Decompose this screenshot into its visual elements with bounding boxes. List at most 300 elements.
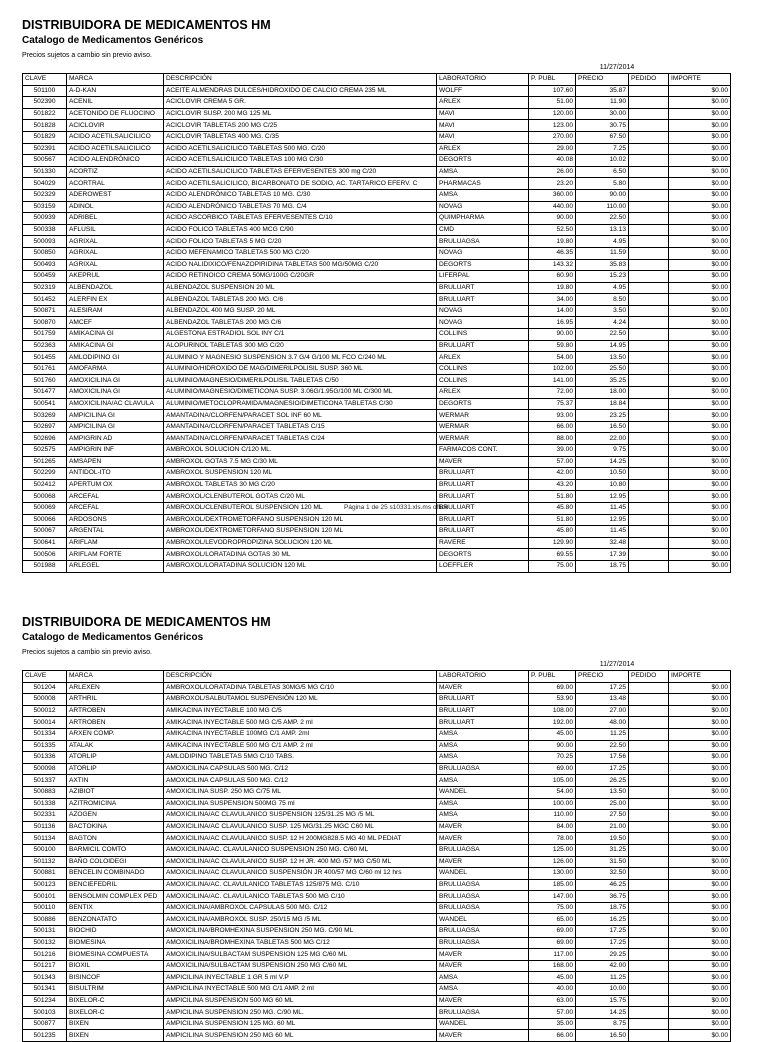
cell-marca: AMPIGRIN INF xyxy=(67,445,164,457)
cell-pedido[interactable] xyxy=(629,549,669,561)
cell-pedido[interactable] xyxy=(629,1030,669,1042)
cell-pedido[interactable] xyxy=(629,810,669,822)
table-row xyxy=(23,752,731,764)
cell-p-publ: 59.80 xyxy=(529,340,576,352)
cell-precio: 22.50 xyxy=(576,213,629,225)
cell-p-publ: 66.00 xyxy=(529,421,576,433)
cell-precio: 32.50 xyxy=(576,868,629,880)
cell-laboratorio: QUIMPHARMA xyxy=(437,213,529,225)
cell-laboratorio: NOVAG xyxy=(437,305,529,317)
cell-precio: 18.84 xyxy=(576,398,629,410)
cell-clave: 501343 xyxy=(23,972,67,984)
cell-pedido[interactable] xyxy=(629,375,669,387)
cell-importe: $0.00 xyxy=(669,433,731,445)
cell-pedido[interactable] xyxy=(629,937,669,949)
cell-pedido[interactable] xyxy=(629,526,669,538)
cell-marca: ARLEXEN xyxy=(67,682,164,694)
table-row xyxy=(23,891,731,903)
cell-p-publ: 69.00 xyxy=(529,763,576,775)
cell-p-publ: 45.00 xyxy=(529,728,576,740)
cell-pedido[interactable] xyxy=(629,271,669,283)
cell-clave: 501334 xyxy=(23,728,67,740)
column-header-p-publ: P. PUBL xyxy=(529,671,576,683)
cell-pedido[interactable] xyxy=(629,120,669,132)
cell-marca: BARMICIL COMTO xyxy=(67,844,164,856)
cell-pedido[interactable] xyxy=(629,868,669,880)
cell-laboratorio: WANDEL xyxy=(437,868,529,880)
cell-pedido[interactable] xyxy=(629,786,669,798)
cell-pedido[interactable] xyxy=(629,537,669,549)
cell-precio: 48.00 xyxy=(576,717,629,729)
cell-pedido[interactable] xyxy=(629,433,669,445)
cell-laboratorio: BRULUAGSA xyxy=(437,902,529,914)
cell-importe: $0.00 xyxy=(669,694,731,706)
cell-p-publ: 107.60 xyxy=(529,85,576,97)
cell-pedido[interactable] xyxy=(629,682,669,694)
cell-marca: ATORLIP xyxy=(67,752,164,764)
cell-laboratorio: CMD xyxy=(437,224,529,236)
cell-pedido[interactable] xyxy=(629,740,669,752)
cell-laboratorio: MAVER xyxy=(437,682,529,694)
cell-clave: 500131 xyxy=(23,926,67,938)
cell-importe: $0.00 xyxy=(669,143,731,155)
cell-laboratorio: MAVER xyxy=(437,833,529,845)
cell-precio: 22.00 xyxy=(576,433,629,445)
cell-importe: $0.00 xyxy=(669,821,731,833)
cell-pedido[interactable] xyxy=(629,891,669,903)
cell-precio: 4.95 xyxy=(576,282,629,294)
cell-laboratorio: BRULUART xyxy=(437,717,529,729)
cell-descripcion: AMPICILINA INYECTABLE 500 MG C/1 AMP. 2 ml xyxy=(164,984,437,996)
table-header-row xyxy=(23,671,731,683)
cell-marca: BIOXIL xyxy=(67,960,164,972)
cell-precio: 46.25 xyxy=(576,879,629,891)
cell-descripcion: ALBENDAZOL 400 MG SUSP. 20 ML xyxy=(164,305,437,317)
cell-marca: ATALAK xyxy=(67,740,164,752)
table-row xyxy=(23,387,731,399)
cell-pedido[interactable] xyxy=(629,236,669,248)
cell-clave: 500459 xyxy=(23,271,67,283)
cell-precio: 27.50 xyxy=(576,810,629,822)
cell-descripcion: AMIKACINA INYECTABLE 100MG C/1 AMP. 2ml xyxy=(164,728,437,740)
cell-marca: ARTHRIL xyxy=(67,694,164,706)
column-header-marca: MARCA xyxy=(67,671,164,683)
cell-pedido[interactable] xyxy=(629,201,669,213)
cell-descripcion: ALUMINIO/MAGNESIO/DIMETICONA SUSP. 3.06G/1.95G/100 ML C/300 ML xyxy=(164,387,437,399)
cell-marca: ACIDO ACETILSALICILICO xyxy=(67,143,164,155)
cell-clave: 500069 xyxy=(23,502,67,514)
cell-descripcion: AMPICILINA SUSPENSION 500 MG 60 ML xyxy=(164,995,437,1007)
cell-clave: 500338 xyxy=(23,224,67,236)
cell-p-publ: 45.00 xyxy=(529,972,576,984)
cell-pedido[interactable] xyxy=(629,491,669,503)
cell-pedido[interactable] xyxy=(629,1018,669,1030)
table-row xyxy=(23,491,731,503)
cell-precio: 11.45 xyxy=(576,526,629,538)
cell-p-publ: 16.95 xyxy=(529,317,576,329)
cell-precio: 21.00 xyxy=(576,821,629,833)
table-row xyxy=(23,868,731,880)
cell-pedido[interactable] xyxy=(629,914,669,926)
cell-precio: 16.50 xyxy=(576,1030,629,1042)
cell-pedido[interactable] xyxy=(629,984,669,996)
cell-pedido[interactable] xyxy=(629,456,669,468)
cell-marca: AZITROMICINA xyxy=(67,798,164,810)
table-row xyxy=(23,844,731,856)
table-row xyxy=(23,763,731,775)
cell-pedido[interactable] xyxy=(629,694,669,706)
cell-pedido[interactable] xyxy=(629,995,669,1007)
cell-pedido[interactable] xyxy=(629,514,669,526)
cell-importe: $0.00 xyxy=(669,786,731,798)
cell-pedido[interactable] xyxy=(629,329,669,341)
cell-pedido[interactable] xyxy=(629,317,669,329)
cell-importe: $0.00 xyxy=(669,491,731,503)
table-row xyxy=(23,108,731,120)
cell-laboratorio: BRULUART xyxy=(437,294,529,306)
cell-clave: 501759 xyxy=(23,329,67,341)
cell-pedido[interactable] xyxy=(629,259,669,271)
cell-precio: 8.50 xyxy=(576,294,629,306)
cell-p-publ: 45.80 xyxy=(529,526,576,538)
cell-pedido[interactable] xyxy=(629,972,669,984)
cell-pedido[interactable] xyxy=(629,143,669,155)
table-row xyxy=(23,937,731,949)
cell-precio: 12.95 xyxy=(576,514,629,526)
cell-precio: 30.75 xyxy=(576,120,629,132)
cell-p-publ: 130.00 xyxy=(529,868,576,880)
cell-clave: 500871 xyxy=(23,305,67,317)
cell-marca: AMOFARMA xyxy=(67,363,164,375)
cell-precio: 8.75 xyxy=(576,1018,629,1030)
cell-importe: $0.00 xyxy=(669,717,731,729)
cell-pedido[interactable] xyxy=(629,224,669,236)
cell-pedido[interactable] xyxy=(629,294,669,306)
cell-clave: 501452 xyxy=(23,294,67,306)
cell-pedido[interactable] xyxy=(629,844,669,856)
table-row xyxy=(23,949,731,961)
cell-pedido[interactable] xyxy=(629,821,669,833)
cell-clave: 500132 xyxy=(23,937,67,949)
cell-descripcion: ALUMINIO/HIDROXIDO DE MAG/DIMERILPOLISIL SUSP. 360 ML xyxy=(164,363,437,375)
cell-pedido[interactable] xyxy=(629,85,669,97)
cell-pedido[interactable] xyxy=(629,879,669,891)
table-row xyxy=(23,305,731,317)
cell-precio: 17.25 xyxy=(576,937,629,949)
cell-p-publ: 19.80 xyxy=(529,282,576,294)
cell-pedido[interactable] xyxy=(629,502,669,514)
cell-importe: $0.00 xyxy=(669,201,731,213)
cell-clave: 501132 xyxy=(23,856,67,868)
table-row xyxy=(23,810,731,822)
cell-pedido[interactable] xyxy=(629,949,669,961)
cell-marca: BISINCOF xyxy=(67,972,164,984)
cell-marca: AZOGEN xyxy=(67,810,164,822)
cell-descripcion: ACIDO MEFENAMICO TABLETAS 500 MG C/20 xyxy=(164,247,437,259)
cell-marca: ARCEFAL xyxy=(67,502,164,514)
cell-descripcion: ALGESTONA ESTRADIOL SOL INY C/1 xyxy=(164,329,437,341)
cell-descripcion: AMOXICILINA/SULBACTAM SUSPENSION 125 MG C/60 ML xyxy=(164,949,437,961)
cell-pedido[interactable] xyxy=(629,340,669,352)
cell-pedido[interactable] xyxy=(629,1007,669,1019)
cell-marca: AMOXICILINA GI xyxy=(67,387,164,399)
cell-pedido[interactable] xyxy=(629,387,669,399)
cell-pedido[interactable] xyxy=(629,247,669,259)
table-row xyxy=(23,213,731,225)
cell-importe: $0.00 xyxy=(669,960,731,972)
cell-importe: $0.00 xyxy=(669,949,731,961)
cell-marca: ARTROBEN xyxy=(67,705,164,717)
cell-pedido[interactable] xyxy=(629,189,669,201)
cell-clave: 501100 xyxy=(23,85,67,97)
cell-descripcion: ACEITE ALMENDRAS DULCES/HIDROXIDO DE CALCIO CREMA 235 ML xyxy=(164,85,437,97)
table-row xyxy=(23,694,731,706)
cell-clave: 500012 xyxy=(23,705,67,717)
cell-importe: $0.00 xyxy=(669,526,731,538)
cell-precio: 9.75 xyxy=(576,445,629,457)
cell-marca: ARDOSONS xyxy=(67,514,164,526)
cell-descripcion: AMOXICILINA/AC CLAVULANICO SUSP. 12 H JR. 400 MG /57 MG C/50 ML xyxy=(164,856,437,868)
cell-precio: 25.00 xyxy=(576,798,629,810)
table-row xyxy=(23,537,731,549)
cell-clave: 501330 xyxy=(23,166,67,178)
cell-pedido[interactable] xyxy=(629,398,669,410)
cell-p-publ: 14.00 xyxy=(529,305,576,317)
cell-marca: ARGENTAL xyxy=(67,526,164,538)
cell-descripcion: ACIDO ACETILSALICILICO TABLETAS 500 MG. C/20 xyxy=(164,143,437,155)
column-header-marca: MARCA xyxy=(67,74,164,86)
table-row xyxy=(23,178,731,190)
cell-clave: 501760 xyxy=(23,375,67,387)
cell-importe: $0.00 xyxy=(669,236,731,248)
cell-clave: 500103 xyxy=(23,1007,67,1019)
cell-clave: 500066 xyxy=(23,514,67,526)
cell-laboratorio: BRULUART xyxy=(437,479,529,491)
cell-descripcion: AMOXICILINA/AC. CLAVULANICO TABLETAS 500 MG C/10 xyxy=(164,891,437,903)
cell-pedido[interactable] xyxy=(629,798,669,810)
cell-descripcion: AMOXICILINA/BROMHEXINA SUSPENSION 250 MG. C/90 ML xyxy=(164,926,437,938)
cell-marca: BIOMESINA COMPUESTA xyxy=(67,949,164,961)
table-row xyxy=(23,340,731,352)
cell-laboratorio: COLLINS xyxy=(437,375,529,387)
cell-p-publ: 84.00 xyxy=(529,821,576,833)
cell-precio: 10.00 xyxy=(576,984,629,996)
cell-pedido[interactable] xyxy=(629,108,669,120)
cell-precio: 3.50 xyxy=(576,305,629,317)
cell-precio: 31.25 xyxy=(576,844,629,856)
cell-precio: 7.25 xyxy=(576,143,629,155)
cell-importe: $0.00 xyxy=(669,1018,731,1030)
cell-p-publ: 75.37 xyxy=(529,398,576,410)
cell-precio: 11.25 xyxy=(576,728,629,740)
cell-descripcion: AMBROXOL/DEXTROMETORFANO SUSPENSION 120 ML xyxy=(164,514,437,526)
price-notice: Precios sujetos a cambio sin previo aviso. xyxy=(22,649,152,656)
cell-p-publ: 57.00 xyxy=(529,1007,576,1019)
cell-importe: $0.00 xyxy=(669,375,731,387)
table-row xyxy=(23,717,731,729)
cell-p-publ: 35.00 xyxy=(529,1018,576,1030)
cell-laboratorio: FARMACOS CONT. xyxy=(437,445,529,457)
cell-descripcion: AMOXICILINA CAPSULAS 500 MG. C/12 xyxy=(164,763,437,775)
cell-p-publ: 46.35 xyxy=(529,247,576,259)
cell-p-publ: 69.00 xyxy=(529,926,576,938)
cell-clave: 501136 xyxy=(23,821,67,833)
cell-pedido[interactable] xyxy=(629,363,669,375)
table-row xyxy=(23,224,731,236)
cell-laboratorio: MAVER xyxy=(437,949,529,961)
cell-descripcion: ACIDO ACETILSALICILICO TABLETAS 100 MG C/30 xyxy=(164,155,437,167)
cell-pedido[interactable] xyxy=(629,763,669,775)
cell-descripcion: AMOXICILINA/BROMHEXINA TABLETAS 500 MG C/12 xyxy=(164,937,437,949)
cell-clave: 500068 xyxy=(23,491,67,503)
price-table xyxy=(22,73,731,573)
cell-marca: BISULTRIM xyxy=(67,984,164,996)
cell-importe: $0.00 xyxy=(669,810,731,822)
cell-precio: 35.83 xyxy=(576,259,629,271)
cell-laboratorio: PHARMACAS xyxy=(437,178,529,190)
table-row xyxy=(23,131,731,143)
cell-descripcion: AMANTADINA/CLORFEN/PARACET SOL INF 60 ML xyxy=(164,410,437,422)
cell-laboratorio: MAVI xyxy=(437,120,529,132)
cell-pedido[interactable] xyxy=(629,705,669,717)
cell-pedido[interactable] xyxy=(629,960,669,972)
cell-laboratorio: AMSA xyxy=(437,972,529,984)
cell-descripcion: ACIDO ACETILSALICILICO, BICARBONATO DE SODIO, AC. TARTARICO EFERV. C xyxy=(164,178,437,190)
cell-pedido[interactable] xyxy=(629,833,669,845)
cell-pedido[interactable] xyxy=(629,97,669,109)
cell-marca: ARTROBEN xyxy=(67,717,164,729)
cell-importe: $0.00 xyxy=(669,131,731,143)
cell-pedido[interactable] xyxy=(629,410,669,422)
cell-pedido[interactable] xyxy=(629,468,669,480)
cell-pedido[interactable] xyxy=(629,445,669,457)
cell-precio: 15.75 xyxy=(576,995,629,1007)
cell-clave: 501204 xyxy=(23,682,67,694)
cell-precio: 11.25 xyxy=(576,972,629,984)
cell-pedido[interactable] xyxy=(629,479,669,491)
cell-p-publ: 129.90 xyxy=(529,537,576,549)
cell-clave: 500110 xyxy=(23,902,67,914)
table-row xyxy=(23,143,731,155)
cell-p-publ: 125.00 xyxy=(529,844,576,856)
table-row xyxy=(23,317,731,329)
table-row xyxy=(23,421,731,433)
cell-importe: $0.00 xyxy=(669,363,731,375)
cell-pedido[interactable] xyxy=(629,178,669,190)
cell-laboratorio: BRULUART xyxy=(437,340,529,352)
table-row xyxy=(23,294,731,306)
cell-clave: 502575 xyxy=(23,445,67,457)
cell-pedido[interactable] xyxy=(629,560,669,572)
cell-precio: 31.50 xyxy=(576,856,629,868)
cell-marca: ACIDO ACETILSALICILICO xyxy=(67,131,164,143)
cell-importe: $0.00 xyxy=(669,705,731,717)
cell-precio: 17.25 xyxy=(576,926,629,938)
cell-pedido[interactable] xyxy=(629,213,669,225)
cell-marca: BENSOLMIN COMPLEX PED xyxy=(67,891,164,903)
cell-pedido[interactable] xyxy=(629,728,669,740)
cell-laboratorio: BRULUAGSA xyxy=(437,1007,529,1019)
column-header-precio: PRECIO xyxy=(576,74,629,86)
cell-laboratorio: BRULUAGSA xyxy=(437,937,529,949)
cell-p-publ: 270.00 xyxy=(529,131,576,143)
cell-pedido[interactable] xyxy=(629,717,669,729)
cell-marca: BENCIEFEDRIL xyxy=(67,879,164,891)
cell-importe: $0.00 xyxy=(669,305,731,317)
cell-importe: $0.00 xyxy=(669,213,731,225)
cell-laboratorio: BRULUAGSA xyxy=(437,879,529,891)
cell-precio: 14.95 xyxy=(576,340,629,352)
cell-importe: $0.00 xyxy=(669,833,731,845)
cell-clave: 503159 xyxy=(23,201,67,213)
table-row xyxy=(23,259,731,271)
cell-descripcion: ALUMINIO Y MAGNESIO SUSPENSION 3.7 G/4 G/100 ML FCO C/240 ML xyxy=(164,352,437,364)
cell-clave: 500123 xyxy=(23,879,67,891)
cell-pedido[interactable] xyxy=(629,752,669,764)
cell-importe: $0.00 xyxy=(669,995,731,1007)
cell-pedido[interactable] xyxy=(629,421,669,433)
cell-p-publ: 51.00 xyxy=(529,97,576,109)
cell-descripcion: AMOXICILINA/AMBROXOL SUSP. 250/15 MG /5 ML xyxy=(164,914,437,926)
cell-clave: 502697 xyxy=(23,421,67,433)
column-header-descripcion: DESCRIPCIÓN xyxy=(164,671,437,683)
cell-descripcion: ALOPURINOL TABLETAS 300 MG C/20 xyxy=(164,340,437,352)
cell-laboratorio: MAVI xyxy=(437,108,529,120)
cell-pedido[interactable] xyxy=(629,155,669,167)
cell-laboratorio: COLLINS xyxy=(437,363,529,375)
cell-importe: $0.00 xyxy=(669,914,731,926)
cell-p-publ: 120.00 xyxy=(529,108,576,120)
cell-precio: 16.50 xyxy=(576,421,629,433)
cell-marca: BACTOKINA xyxy=(67,821,164,833)
cell-pedido[interactable] xyxy=(629,902,669,914)
cell-p-publ: 34.00 xyxy=(529,294,576,306)
cell-importe: $0.00 xyxy=(669,856,731,868)
cell-pedido[interactable] xyxy=(629,282,669,294)
cell-p-publ: 26.00 xyxy=(529,166,576,178)
cell-p-publ: 39.00 xyxy=(529,445,576,457)
cell-precio: 13.50 xyxy=(576,352,629,364)
cell-precio: 35.87 xyxy=(576,85,629,97)
cell-pedido[interactable] xyxy=(629,926,669,938)
cell-pedido[interactable] xyxy=(629,775,669,787)
column-header-clave: CLAVE xyxy=(23,671,67,683)
cell-pedido[interactable] xyxy=(629,131,669,143)
cell-descripcion: ALBENDAZOL SUSPENSION 20 ML xyxy=(164,282,437,294)
table-row xyxy=(23,926,731,938)
table-row xyxy=(23,189,731,201)
cell-descripcion: ALBENDAZOL TABLETAS 200 MG. C/6 xyxy=(164,294,437,306)
cell-laboratorio: MAVER xyxy=(437,1030,529,1042)
cell-descripcion: ACICLOVIR CREMA 5 GR. xyxy=(164,97,437,109)
cell-descripcion: AMOXICILINA SUSP. 250 MG C/75 ML xyxy=(164,786,437,798)
table-row xyxy=(23,433,731,445)
cell-descripcion: ACIDO FOLICO TABLETAS 400 MCG C/90 xyxy=(164,224,437,236)
table-row xyxy=(23,329,731,341)
cell-pedido[interactable] xyxy=(629,305,669,317)
cell-p-publ: 69.00 xyxy=(529,682,576,694)
cell-pedido[interactable] xyxy=(629,856,669,868)
cell-precio: 22.50 xyxy=(576,740,629,752)
cell-clave: 501335 xyxy=(23,740,67,752)
cell-pedido[interactable] xyxy=(629,352,669,364)
cell-laboratorio: BRULUART xyxy=(437,468,529,480)
cell-laboratorio: BRULUAGSA xyxy=(437,763,529,775)
cell-pedido[interactable] xyxy=(629,166,669,178)
cell-importe: $0.00 xyxy=(669,775,731,787)
cell-laboratorio: WERMAR xyxy=(437,421,529,433)
cell-clave: 504029 xyxy=(23,178,67,190)
